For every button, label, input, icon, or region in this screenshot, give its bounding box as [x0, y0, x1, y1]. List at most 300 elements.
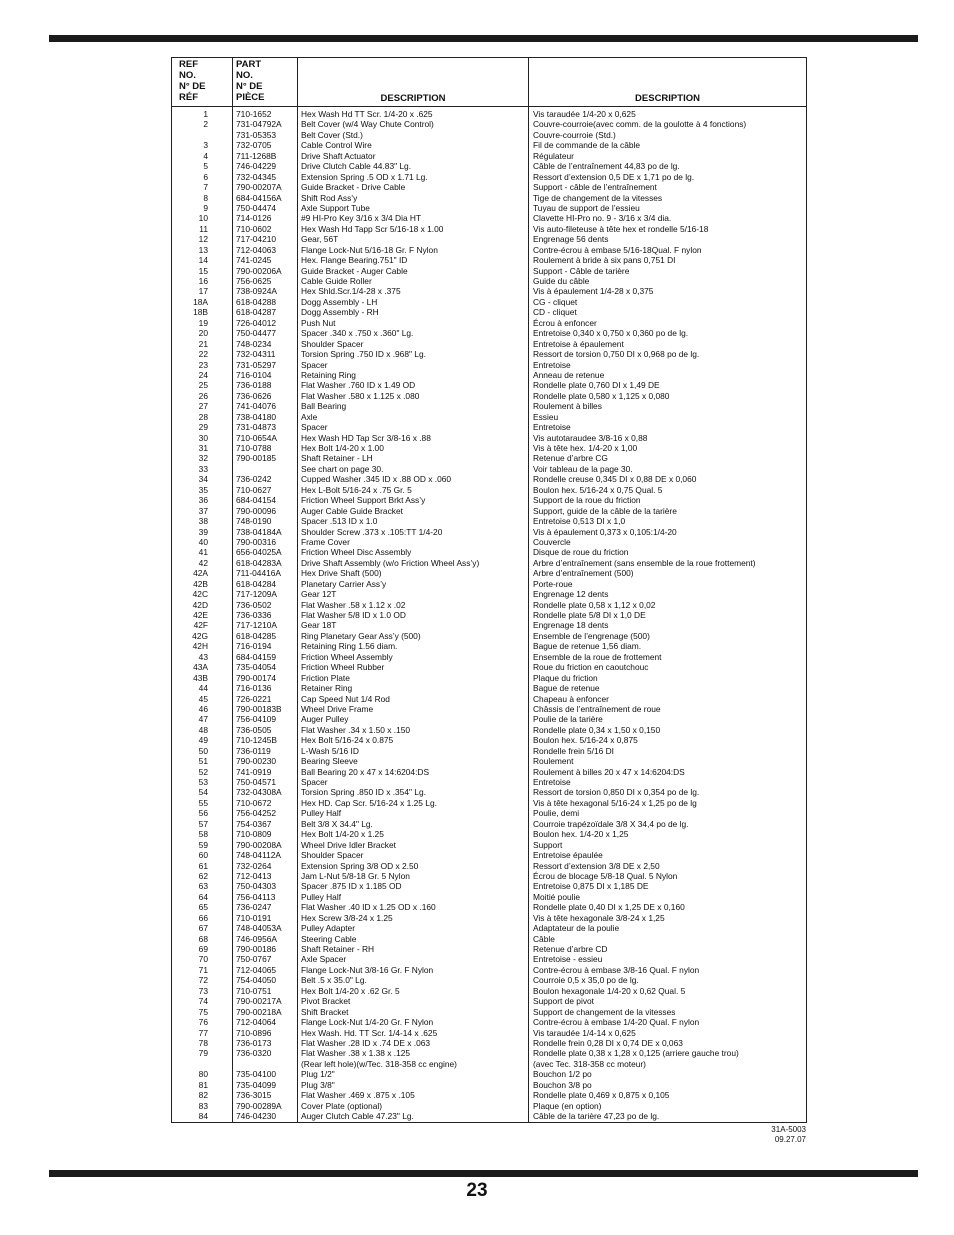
description-en: Cable Control Wire: [301, 140, 372, 151]
part-number: 748-04112A: [236, 850, 282, 861]
ref-number: 79: [198, 1048, 208, 1059]
table-row: [172, 547, 806, 557]
table-row: [172, 631, 806, 641]
description-en: Friction Plate: [301, 672, 350, 683]
table-row: [172, 683, 806, 693]
description-fr: Arbre d’entraînement (sans ensemble de la roue frottement): [533, 557, 756, 568]
table-row: [172, 286, 806, 296]
table-row: [172, 934, 806, 944]
description-en: Retainer Ring: [301, 683, 353, 694]
description-fr: Ensemble de la roue de frottement: [533, 651, 662, 662]
table-row: [172, 433, 806, 443]
ref-number: 57: [198, 818, 208, 829]
ref-number: 66: [198, 912, 208, 923]
description-fr: Poulie, demi: [533, 808, 580, 819]
description-fr: Vis autotaraudee 3/8-16 x 0,88: [533, 432, 648, 443]
description-fr: Vis à épaulement 1/4-28 x 0,375: [533, 286, 654, 297]
description-en: Guide Bracket - Auger Cable: [301, 265, 408, 276]
table-row: [172, 495, 806, 505]
description-en: Plug 1/2": [301, 1069, 335, 1080]
part-number: 738-0924A: [236, 286, 277, 297]
description-en: Spacer: [301, 777, 328, 787]
part-number: 732-04345: [236, 171, 277, 182]
ref-number: 30: [198, 432, 208, 443]
description-en: Jam L-Nut 5/8-18 Gr. 5 Nylon: [301, 870, 410, 881]
table-row: [172, 735, 806, 745]
table-row: [172, 203, 806, 213]
description-fr: Retenue d’arbre CG: [533, 453, 608, 464]
description-en: Auger Cable Guide Bracket: [301, 505, 403, 516]
table-row: [172, 485, 806, 495]
ref-number: 17: [198, 286, 208, 297]
table-row: [172, 808, 806, 818]
ref-number: 67: [198, 923, 208, 934]
description-en: Auger Clutch Cable 47.23" Lg.: [301, 1111, 414, 1121]
table-row: [172, 600, 806, 610]
description-en: Dogg Assembly - LH: [301, 296, 378, 307]
part-number: 712-04065: [236, 964, 277, 975]
table-row: [172, 412, 806, 422]
description-fr: Bouchon 1/2 po: [533, 1069, 592, 1080]
part-number: 790-00289A: [236, 1100, 282, 1111]
table-row: [172, 777, 806, 787]
table-row: [172, 944, 806, 954]
description-fr: Roulement: [533, 756, 574, 767]
ref-number: 42H: [192, 641, 208, 652]
ref-number: 28: [198, 411, 208, 422]
table-row: [172, 297, 806, 307]
table-row: [172, 756, 806, 766]
ref-number: 44: [198, 683, 208, 694]
description-fr: Support - câble de l’entraînement: [533, 182, 657, 193]
part-number: 748-04053A: [236, 923, 282, 934]
description-fr: Vis taraudée 1/4-14 x 0,625: [533, 1027, 636, 1038]
description-en: Drive Shaft Actuator: [301, 150, 376, 161]
table-row: [172, 840, 806, 850]
header-description-fr: DESCRIPTION: [635, 93, 700, 104]
table-row: [172, 349, 806, 359]
table-row: [172, 829, 806, 839]
part-number: 735-04054: [236, 662, 277, 673]
description-en: Friction Wheel Rubber: [301, 662, 385, 673]
description-fr: Roulement à billes 20 x 47 x 14:6204:DS: [533, 766, 685, 777]
description-en: Drive Shaft Assembly (w/o Friction Wheel Ass’y): [301, 557, 480, 568]
description-fr: Roue du friction en caoutchouc: [533, 662, 649, 673]
description-en: Belt 3/8 X 34.4" Lg.: [301, 818, 373, 829]
table-row: [172, 527, 806, 537]
table-row: [172, 391, 806, 401]
description-fr: Boulon hexagonale 1/4-20 x 0,62 Qual. 5: [533, 985, 686, 996]
table-row: [172, 464, 806, 474]
description-en: Drive Clutch Cable 44.83" Lg.: [301, 161, 412, 172]
ref-number: 83: [198, 1100, 208, 1111]
part-number: 731-05353: [236, 129, 277, 140]
description-fr: Support, guide de la câble de la tarière: [533, 505, 677, 516]
description-fr: Essieu: [533, 411, 559, 422]
table-row: [172, 861, 806, 871]
part-number: 790-00096: [236, 505, 277, 516]
part-number: 736-0247: [236, 902, 272, 913]
description-en: Belt Cover (w/4 Way Chute Control): [301, 119, 434, 130]
table-row: [172, 151, 806, 161]
description-en: Shift Bracket: [301, 1006, 349, 1017]
ref-number: 23: [198, 359, 208, 370]
part-number: 736-3015: [236, 1090, 272, 1101]
ref-number: 14: [198, 255, 208, 266]
description-fr: Contre-écrou à embase 3/8-16 Qual. F nylon: [533, 964, 700, 975]
part-number: 684-04156A: [236, 192, 282, 203]
bottom-rule: [49, 1170, 918, 1177]
description-fr: Rondelle frein 5/16 DI: [533, 745, 615, 756]
description-fr: Entretoise - essieu: [533, 954, 603, 965]
description-en: Shift Rod Ass’y: [301, 192, 358, 203]
description-fr: Entretoise à épaulement: [533, 338, 624, 349]
ref-number: 37: [198, 505, 208, 516]
table-row: [172, 1048, 806, 1058]
part-number: 746-04229: [236, 161, 277, 172]
ref-number: 26: [198, 390, 208, 401]
table-row: [172, 516, 806, 526]
description-en: Wheel Drive Frame: [301, 703, 374, 714]
table-row: [172, 579, 806, 589]
description-en: Retaining Ring 1.56 diam.: [301, 641, 398, 652]
ref-number: 21: [198, 338, 208, 349]
ref-number: 42C: [192, 589, 208, 600]
table-row: [172, 119, 806, 129]
description-en: Cupped Washer .345 ID x .88 OD x .060: [301, 474, 452, 485]
description-fr: Couvre-courroie (Std.): [533, 129, 616, 140]
description-en: Pulley Half: [301, 808, 342, 819]
ref-number: 3: [203, 140, 208, 151]
description-en: Flat Washer .28 ID x .74 DE x .063: [301, 1037, 431, 1048]
part-number: 790-00206A: [236, 265, 282, 276]
ref-number: 42: [198, 557, 208, 568]
description-fr: Disque de roue du friction: [533, 547, 629, 558]
page-number: 23: [466, 1180, 488, 1201]
description-fr: Rondelle plate 5/8 DI x 1,0 DE: [533, 610, 646, 620]
part-number: 736-0242: [236, 474, 272, 485]
part-number: 714-0126: [236, 213, 272, 224]
table-row: [172, 996, 806, 1006]
table-row: [172, 1080, 806, 1090]
description-fr: Poulie de la tarière: [533, 714, 603, 725]
ref-number: 6: [203, 171, 208, 182]
ref-number: 8: [203, 192, 208, 203]
part-number: 746-0956A: [236, 933, 277, 944]
description-fr: Écrou à enfoncer: [533, 317, 597, 328]
part-number: 736-0626: [236, 390, 272, 401]
table-row: [172, 172, 806, 182]
part-number: 712-04063: [236, 244, 277, 255]
part-number: 711-1268B: [236, 150, 277, 161]
description-fr: Contre-écrou à embase 1/4-20 Qual. F nylon: [533, 1017, 700, 1028]
description-en: Hex Shld.Scr.1/4-28 x .375: [301, 286, 401, 297]
description-en: Gear, 56T: [301, 234, 339, 245]
part-number: 736-0188: [236, 380, 272, 391]
description-fr: Adaptateur de la poulie: [533, 923, 620, 934]
description-fr: CD - cliquet: [533, 307, 577, 318]
ref-number: 55: [198, 797, 208, 808]
table-row: [172, 662, 806, 672]
table-row: [172, 422, 806, 432]
part-number: 716-0194: [236, 641, 272, 652]
table-row: [172, 923, 806, 933]
ref-number: 24: [198, 369, 208, 380]
part-number: 746-04230: [236, 1111, 277, 1121]
description-fr: Couvercle: [533, 536, 571, 547]
table-row: [172, 610, 806, 620]
part-number: 790-00207A: [236, 182, 282, 193]
table-row: [172, 767, 806, 777]
ref-number: 22: [198, 349, 208, 360]
description-fr: Rondelle plate 0,40 DI x 1,25 DE x 0,160: [533, 902, 685, 913]
description-en: Plug 3/8": [301, 1079, 335, 1090]
ref-number: 52: [198, 766, 208, 777]
description-fr: Support de changement de la vitesses: [533, 1006, 676, 1017]
description-en: Spacer: [301, 422, 328, 433]
description-en: Hex. Flange Bearing.751" ID: [301, 255, 408, 266]
part-number: 735-04099: [236, 1079, 277, 1090]
table-row: [172, 787, 806, 797]
table-row: [172, 1017, 806, 1027]
table-row: [172, 652, 806, 662]
description-en: Axle Support Tube: [301, 202, 370, 213]
table-row: [172, 892, 806, 902]
description-en: Extension Spring .5 OD x 1.71 Lg.: [301, 171, 428, 182]
description-en: Flange Lock-Nut 5/16-18 Gr. F Nylon: [301, 244, 438, 255]
description-fr: Régulateur: [533, 150, 574, 161]
table-row: [172, 328, 806, 338]
part-number: 717-1209A: [236, 589, 277, 600]
ref-number: 54: [198, 787, 208, 798]
ref-number: 53: [198, 777, 208, 787]
part-number: 710-1652: [236, 109, 272, 119]
description-en: Guide Bracket - Drive Cable: [301, 182, 406, 193]
part-number: 790-00183B: [236, 703, 282, 714]
part-number: 756-04109: [236, 714, 277, 725]
description-en: Shoulder Screw .373 x .105:TT 1/4-20: [301, 526, 443, 537]
ref-number: 42G: [192, 630, 208, 641]
part-number: 790-00185: [236, 453, 277, 464]
ref-number: 48: [198, 724, 208, 735]
ref-number: 61: [198, 860, 208, 871]
description-fr: Boulon hex. 5/16-24 x 0,75 Qual. 5: [533, 484, 663, 495]
part-number: 790-00174: [236, 672, 277, 683]
ref-number: 47: [198, 714, 208, 725]
table-row: [172, 965, 806, 975]
part-number: 618-04288: [236, 296, 277, 307]
part-number: 732-04311: [236, 349, 276, 360]
table-row: [172, 620, 806, 630]
ref-number: 42B: [193, 578, 208, 589]
ref-number: 78: [198, 1037, 208, 1048]
table-row: [172, 307, 806, 317]
part-number: 756-04113: [236, 891, 276, 902]
description-en: Ring Planetary Gear Ass’y (500): [301, 630, 421, 641]
description-fr: Tige de changement de la vitesses: [533, 192, 663, 203]
description-fr: Clavette HI-Pro no. 9 - 3/16 x 3/4 dia.: [533, 213, 672, 224]
part-number: 750-04303: [236, 881, 277, 892]
description-fr: Arbre d’entraînement (500): [533, 568, 634, 579]
description-en: Pulley Adapter: [301, 923, 356, 934]
part-number: 710-0654A: [236, 432, 277, 443]
ref-number: 42E: [193, 610, 208, 620]
part-number: 732-0264: [236, 860, 272, 871]
ref-number: 16: [198, 276, 208, 286]
part-number: 710-0672: [236, 797, 272, 808]
table-row: [172, 266, 806, 276]
description-fr: Support de la roue du friction: [533, 495, 641, 506]
part-number: 710-0896: [236, 1027, 272, 1038]
table-row: [172, 255, 806, 265]
ref-number: 34: [198, 474, 208, 485]
table-row: [172, 506, 806, 516]
description-en: Auger Pulley: [301, 714, 349, 725]
ref-number: 43B: [193, 672, 208, 683]
part-number: 710-0602: [236, 223, 272, 234]
ref-number: 58: [198, 829, 208, 840]
ref-number: 19: [198, 317, 208, 328]
part-number: 726-0221: [236, 693, 272, 704]
table-row: [172, 245, 806, 255]
ref-number: 75: [198, 1006, 208, 1017]
part-number: 716-0104: [236, 369, 272, 380]
description-en: Cap Speed Nut 1/4 Rod: [301, 693, 390, 704]
description-fr: Écrou de blocage 5/8-18 Qual. 5 Nylon: [533, 870, 678, 881]
ref-number: 42A: [193, 568, 208, 579]
ref-number: 45: [198, 693, 208, 704]
description-fr: Chapeau à enfoncer: [533, 693, 609, 704]
description-fr: Plaque du friction: [533, 672, 598, 683]
description-fr: Entretoise 0,875 DI x 1,185 DE: [533, 881, 649, 892]
description-en: Retaining Ring: [301, 369, 356, 380]
description-en: Hex Drive Shaft (500): [301, 568, 382, 579]
description-en: Hex Screw 3/8-24 x 1.25: [301, 912, 393, 923]
ref-number: 62: [198, 870, 208, 881]
part-number: 756-04252: [236, 808, 277, 819]
table-row: [172, 881, 806, 891]
description-fr: Câble de l’entraînement 44,83 po de lg.: [533, 161, 680, 172]
description-en: Belt .5 x 35.0" Lg.: [301, 975, 367, 986]
description-fr: Engrenage 56 dents: [533, 234, 609, 245]
part-number: 732-04308A: [236, 787, 282, 798]
description-fr: Bague de retenue: [533, 683, 600, 694]
description-fr: Courroie 0,5 x 35,0 po de lg.: [533, 975, 639, 986]
ref-number: 80: [198, 1069, 208, 1080]
part-number: 748-0190: [236, 516, 272, 527]
part-number: 735-04100: [236, 1069, 277, 1080]
description-fr: Entretoise: [533, 422, 571, 433]
description-en: Hex L-Bolt 5/16-24 x .75 Gr. 5: [301, 484, 412, 495]
ref-number: 25: [198, 380, 208, 391]
ref-number: 20: [198, 328, 208, 339]
ref-number: 51: [198, 756, 208, 767]
description-en: Hex Bolt 5/16-24 x 0.875: [301, 735, 394, 746]
description-fr: Vis taraudée 1/4-20 x 0,625: [533, 109, 636, 119]
part-number: 731-04792A: [236, 119, 282, 130]
ref-number: 4: [203, 150, 208, 161]
table-row: [172, 954, 806, 964]
description-en: Flat Washer .580 x 1.125 x .080: [301, 390, 420, 401]
description-en: Hex Wash Hd Tapp Scr 5/16-18 x 1.00: [301, 223, 444, 234]
description-en: Flat Washer .34 x 1.50 x .150: [301, 724, 411, 735]
description-en: Push Nut: [301, 317, 336, 328]
description-en: Flange Lock-Nut 1/4-20 Gr. F Nylon: [301, 1017, 434, 1028]
part-number: 790-00230: [236, 756, 277, 767]
ref-number: 84: [198, 1111, 208, 1121]
part-number: 710-0809: [236, 829, 272, 840]
description-en: Spacer .340 x .750 x .360" Lg.: [301, 328, 414, 339]
ref-number: 42D: [192, 599, 208, 610]
description-en: Flange Lock-Nut 3/8-16 Gr. F Nylon: [301, 964, 434, 975]
part-number: 754-04050: [236, 975, 277, 986]
ref-number: 72: [198, 975, 208, 986]
table-row: [172, 1007, 806, 1017]
description-fr: Entretoise: [533, 777, 571, 787]
header-description-en: DESCRIPTION: [380, 93, 446, 104]
table-row: [172, 589, 806, 599]
ref-number: 70: [198, 954, 208, 965]
description-en: Flat Washer .469 x .875 x .105: [301, 1090, 415, 1101]
description-fr: Ressort de torsion 0,850 DI x 0,354 po de lg.: [533, 787, 700, 798]
part-number: 726-04012: [236, 317, 277, 328]
description-fr: Support: [533, 839, 563, 850]
part-number: 710-1245B: [236, 735, 277, 746]
table-row: [172, 1028, 806, 1038]
part-number: 736-0502: [236, 599, 272, 610]
ref-number: 81: [198, 1079, 208, 1090]
part-number: 684-04159: [236, 651, 277, 662]
description-fr: Support de pivot: [533, 996, 594, 1007]
table-row: [172, 1038, 806, 1048]
description-fr: Engrenage 18 dents: [533, 620, 609, 631]
ref-number: 50: [198, 745, 208, 756]
table-row: [172, 182, 806, 192]
ref-number: 59: [198, 839, 208, 850]
part-number: 710-0191: [236, 912, 272, 923]
table-row: [172, 1069, 806, 1079]
part-number: 618-04287: [236, 307, 277, 318]
table-row: [172, 641, 806, 651]
description-fr: Ressort d’extension 0,5 DE x 1,71 po de lg.: [533, 171, 695, 182]
description-en: Shoulder Spacer: [301, 850, 364, 861]
ref-number: 41: [198, 547, 208, 558]
description-fr: Vis à tête hexagonal 5/16-24 x 1,25 po de lg: [533, 797, 697, 808]
table-row: [172, 746, 806, 756]
description-fr: Rondelle plate 0,760 DI x 1,49 DE: [533, 380, 660, 391]
description-en: Hex HD. Cap Scr. 5/16-24 x 1.25 Lg.: [301, 797, 437, 808]
ref-number: 56: [198, 808, 208, 819]
ref-number: 5: [203, 161, 208, 172]
parts-table: [171, 57, 807, 1123]
part-number: 736-0119: [236, 745, 271, 756]
ref-number: 39: [198, 526, 208, 537]
ref-number: 10: [198, 213, 208, 224]
part-number: 710-0751: [236, 985, 272, 996]
table-row: [172, 161, 806, 171]
table-row: [172, 704, 806, 714]
part-number: 711-04416A: [236, 568, 282, 579]
part-number: 710-0788: [236, 443, 272, 453]
table-row: [172, 694, 806, 704]
ref-number: 73: [198, 985, 208, 996]
ref-number: 38: [198, 516, 208, 527]
description-en: Hex Wash Hd TT Scr. 1/4-20 x .625: [301, 109, 433, 119]
part-number: 754-0367: [236, 818, 272, 829]
table-row: [172, 234, 806, 244]
description-en: Flat Washer .58 x 1.12 x .02: [301, 599, 406, 610]
part-number: 790-00217A: [236, 996, 282, 1007]
